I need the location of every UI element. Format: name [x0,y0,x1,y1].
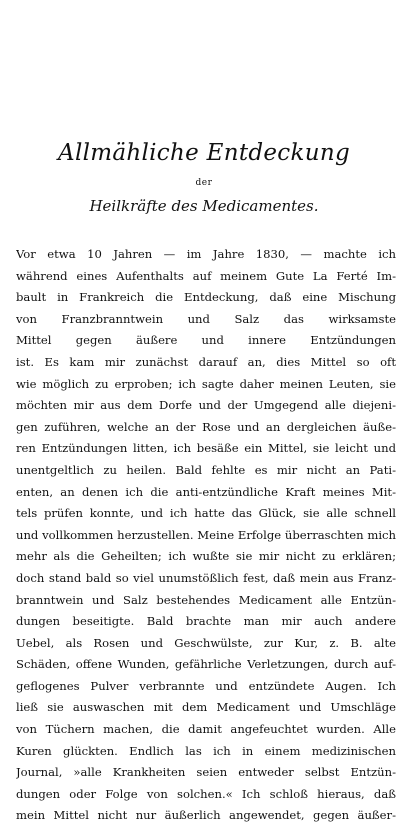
text-line: Vor etwa 10 Jahren — im Jahre 1830, — machte ich [16,247,396,261]
text-line: von Franzbranntwein und Salz das wirksamste [16,311,396,326]
text-line: Schäden, offene Wunden, gefährliche Verletzungen, durch auf- [16,657,396,672]
text-line: ließ sie auswaschen mit dem Medicament und Umschläge [16,700,396,715]
text-line: bault in Frankreich die Entdeckung, daß eine Mischung [16,290,396,305]
text-line: möchten mir aus dem Dorfe und der Umgegend alle diejeni- [16,398,396,413]
text-line: während eines Aufenthalts auf meinem Gute La Ferté Im- [16,268,396,283]
text-line: Mittel gegen äußere und innere Entzündungen [16,333,396,348]
text-line: Journal, »alle Krankheiten seien entweder selbst Entzün- [16,765,396,780]
text-line: Uebel, als Rosen und Geschwülste, zur Kur, z. B. alte [16,635,396,650]
text-line: enten, an denen ich die anti-entzündliche Kraft meines Mit- [16,484,396,499]
text-line: ist. Es kam mir zunächst darauf an, dies Mittel so oft [16,354,396,369]
text-line: tels prüfen konnte, und ich hatte das Glück, sie alle schnell [16,506,396,521]
text-line: branntwein und Salz bestehendes Medicament alle Entzün- [16,592,396,607]
text-line: gen zuführen, welche an der Rose und an dergleichen äuße- [16,419,396,434]
text-line: und vollkommen herzustellen. Meine Erfolge überraschten mich [16,527,396,542]
text-line: dungen oder Folge von solchen.« Ich schloß hieraus, daß [16,786,396,801]
chapter-title: Allmähliche Entdeckung [58,140,350,166]
text-line: mehr als die Geheilten; ich wußte sie mir nicht zu erklären; [16,549,396,564]
text-line: Kuren glückten. Endlich las ich in einem medizinischen [16,743,396,758]
text-line: mein Mittel nicht nur äußerlich angewendet, gegen äußer- [16,808,396,823]
chapter-connector: der [195,178,213,188]
text-line: wie möglich zu erproben; ich sagte daher meinen Leuten, sie [16,376,396,391]
text-line: doch stand bald so viel unumstößlich fest, daß mein aus Franz- [16,570,396,585]
text-line: geflogenes Pulver verbrannte und entzündete Augen. Ich [16,678,396,693]
text-line: unentgeltlich zu heilen. Bald fehlte es mir nicht an Pati- [16,462,396,477]
text-line: von Tüchern machen, die damit angefeuchtet wurden. Alle [16,722,396,737]
text-line: ren Entzündungen litten, ich besäße ein Mittel, sie leicht und [16,441,396,456]
text-line: dungen beseitigte. Bald brachte man mir auch andere [16,614,396,629]
chapter-subtitle: Heilkräfte des Medicamentes. [89,197,319,215]
